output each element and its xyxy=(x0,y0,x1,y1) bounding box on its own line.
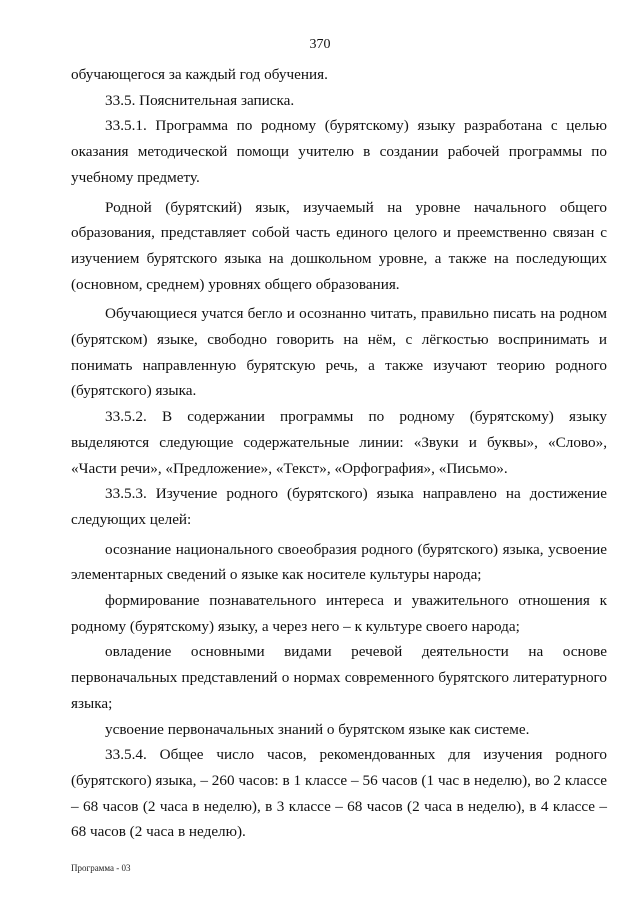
paragraph-buryat-language: Родной (бурятский) язык, изучаемый на уровне начального общего образования, представляет собой часть единого целого и преемственно связан с изучением бурятского языка на дошкольном уровне, а также на последующих (основном, среднем) уровнях общего образования. xyxy=(71,198,607,293)
document-body xyxy=(71,62,607,845)
paragraph-33-5-3: 33.5.3. Изучение родного (бурятского) языка направлено на достижение следующих целей: xyxy=(71,485,607,528)
goal-item: усвоение первоначальных знаний о бурятском языке как системе. xyxy=(105,720,530,738)
page-footer: Программа - 03 xyxy=(71,863,131,873)
goal-item: овладение основными видами речевой деятельности на основе первоначальных представлений о нормах современного бурятского литературного языка; xyxy=(71,643,607,712)
paragraph-33-5-2: 33.5.2. В содержании программы по родному (бурятскому) языку выделяются следующие содержательные линии: «Звуки и буквы», «Слово», «Части речи», «Предложение», «Текст», «Орфография», «Письмо». xyxy=(71,408,607,477)
section-heading: 33.5. Пояснительная записка. xyxy=(105,91,295,109)
paragraph-33-5-1: 33.5.1. Программа по родному (бурятскому) языку разработана с целью оказания методической помощи учителю в создании рабочей программы по учебному предмету. xyxy=(71,117,607,186)
goal-item: осознание национального своеобразия родного (бурятского) языка, усвоение элементарных сведений о языке как носителе культуры народа; xyxy=(71,540,607,584)
paragraph-learners: Обучающиеся учатся бегло и осознанно читать, правильно писать на родном (бурятском) языке, свободно говорить на нём, с лёгкостью воспринимать и понимать направленную бурятскую речь, а также изучают теорию родного (бурятского) языка. xyxy=(71,305,607,400)
page-number: 370 xyxy=(309,37,331,52)
paragraph-33-5-4: 33.5.4. Общее число часов, рекомендованных для изучения родного (бурятского) языка, – 260 часов: в 1 классе – 56 часов (1 час в неделю), во 2 классе – 68 часов (2 часа в неделю), в 3 классе – 68 часов (2 часа в неделю), в 4 классе – 68 часов (2 часа в неделю). xyxy=(71,746,607,841)
goal-item: формирование познавательного интереса и уважительного отношения к родному (бурятскому) языку, а через него – к культуре своего народа; xyxy=(71,592,607,635)
paragraph-continuation: обучающегося за каждый год обучения. xyxy=(71,66,328,83)
